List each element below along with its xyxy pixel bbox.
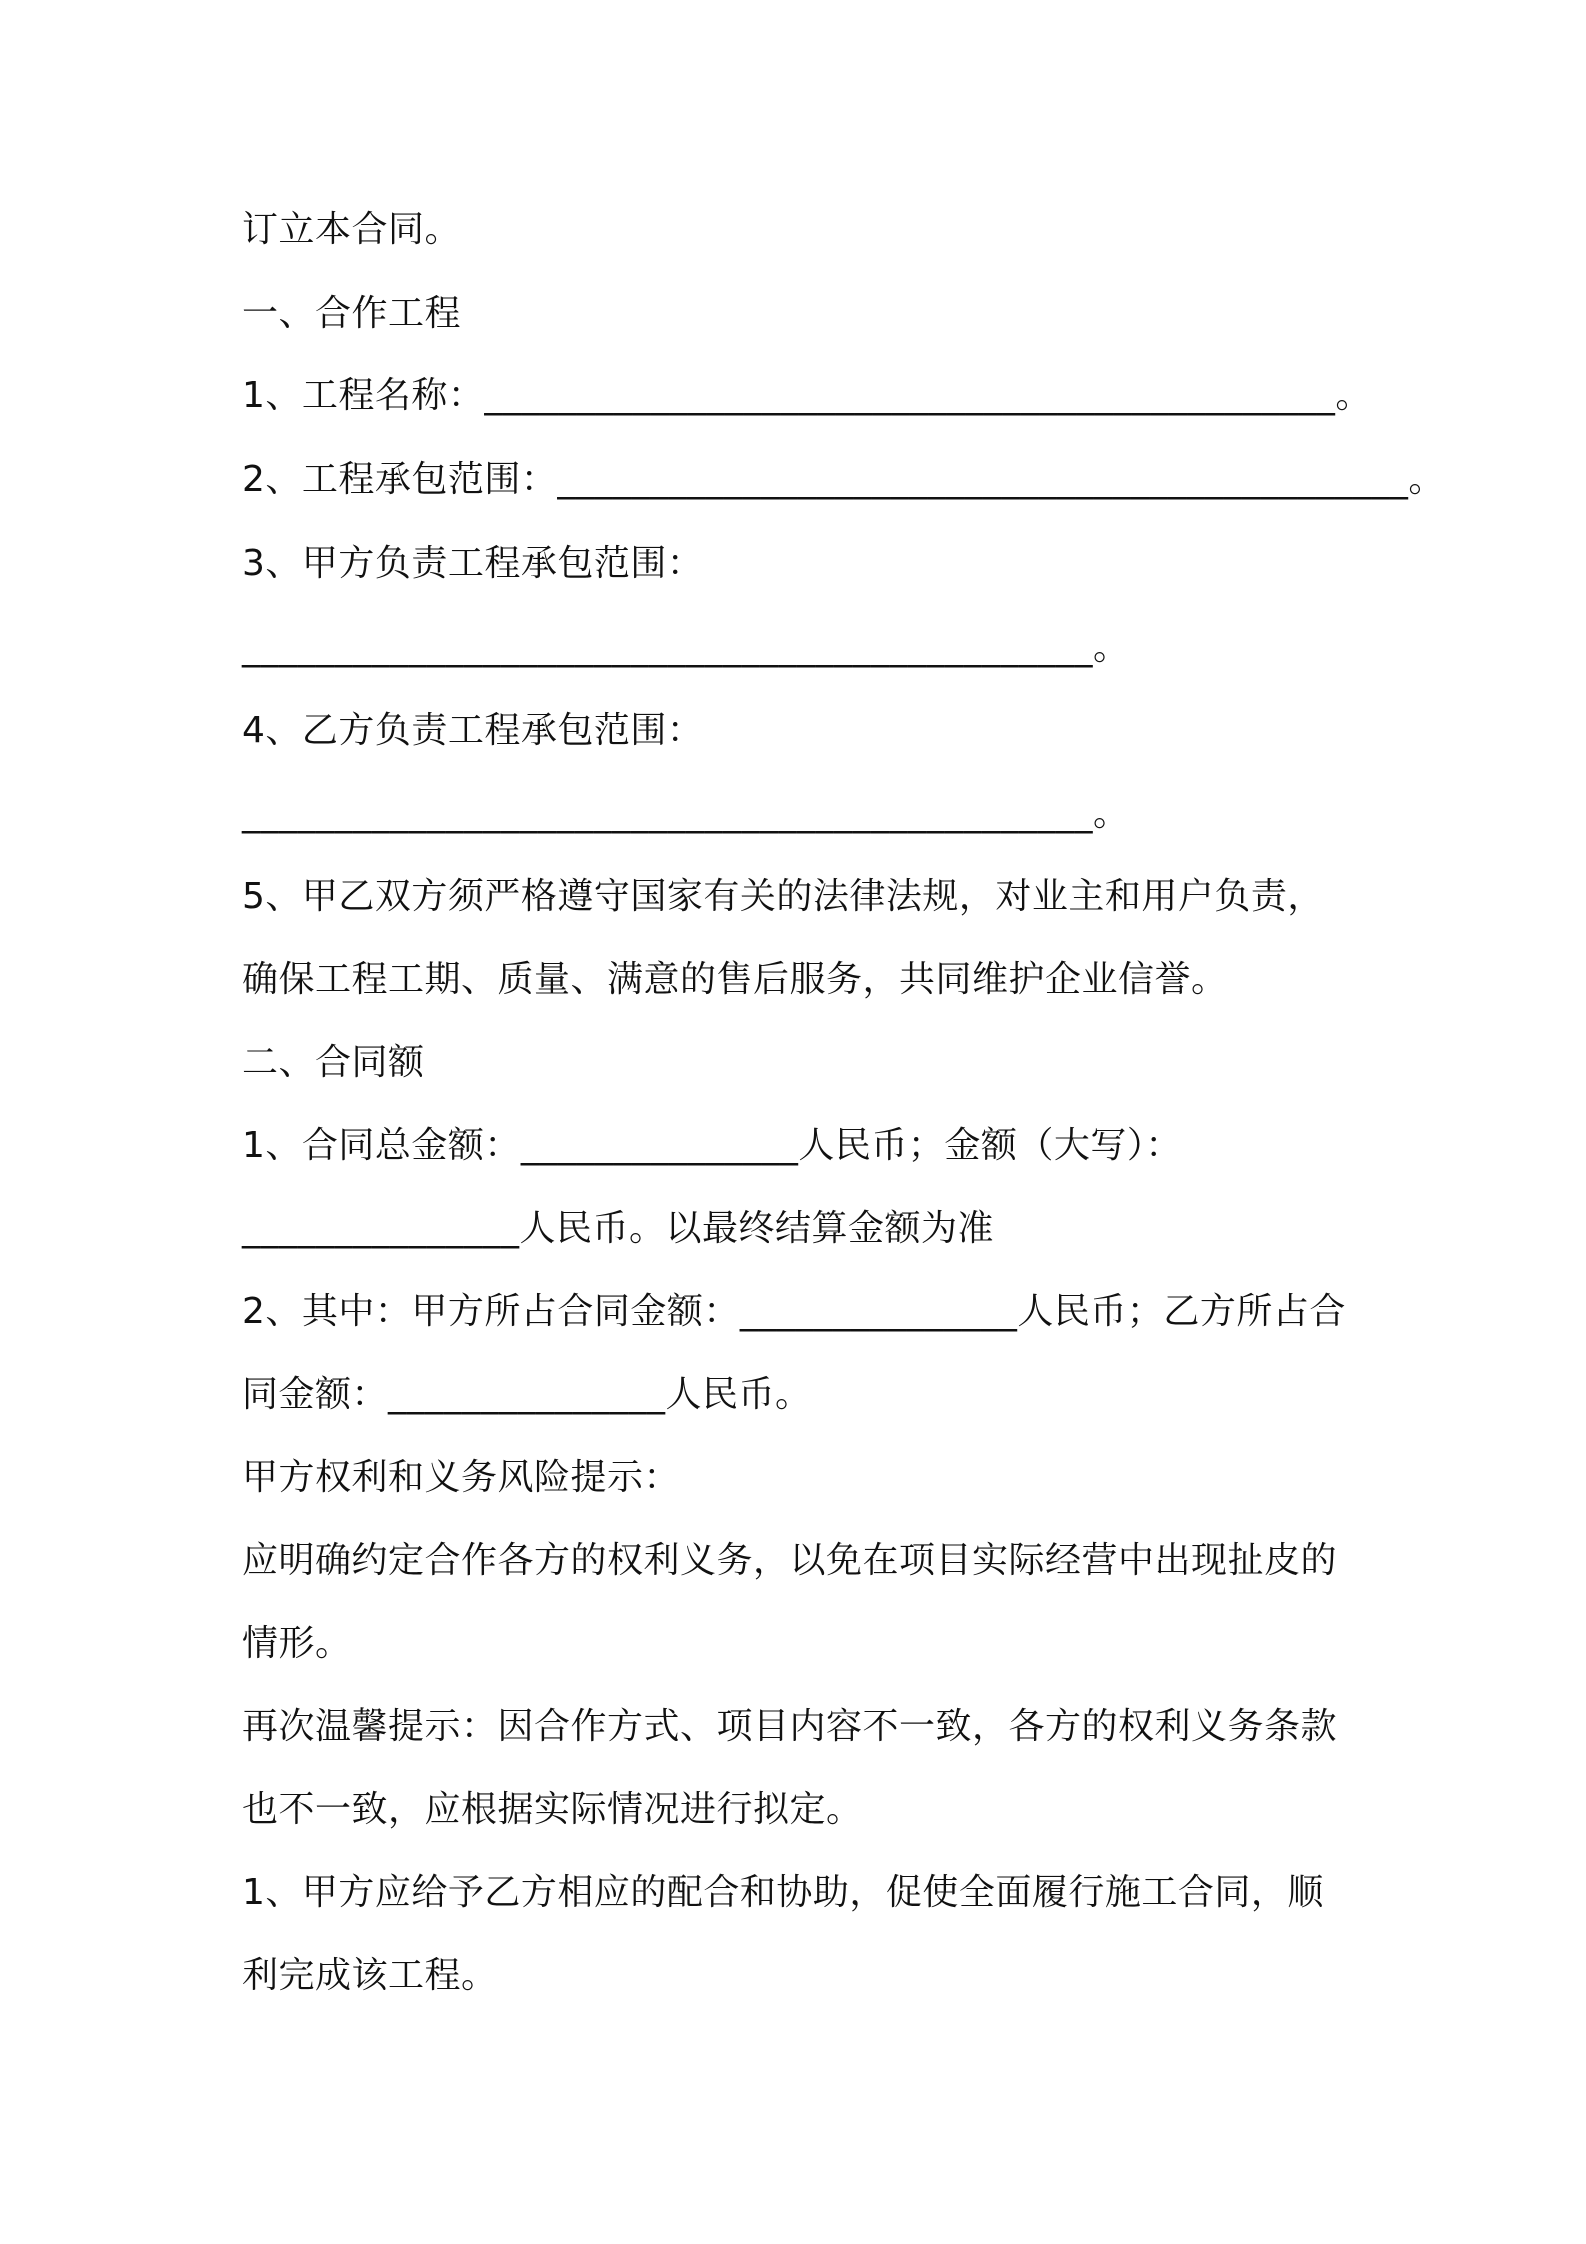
- text-line: 3、甲方负责工程承包范围：: [242, 543, 704, 584]
- fill-line: ______________________________________________。: [242, 627, 1130, 668]
- text-line: 2、其中：甲方所占合同金额：_______________人民币；乙方所占合: [242, 1291, 1346, 1332]
- text-line: _______________人民币。以最终结算金额为准: [242, 1208, 995, 1249]
- text-line: 应明确约定合作各方的权利义务，以免在项目实际经营中出现扯皮的: [242, 1540, 1338, 1581]
- text-line: 4、乙方负责工程承包范围：: [242, 710, 704, 751]
- text-line: 同金额：_______________人民币。: [242, 1374, 812, 1415]
- text-line: 5、甲乙双方须严格遵守国家有关的法律法规，对业主和用户负责，: [242, 876, 1324, 917]
- text-line: 1、工程名称：______________________________________________。: [242, 375, 1372, 416]
- text-line: 甲方权利和义务风险提示：: [242, 1457, 681, 1498]
- text-line: 1、甲方应给予乙方相应的配合和协助，促使全面履行施工合同，顺: [242, 1872, 1324, 1913]
- text-line: 再次温馨提示：因合作方式、项目内容不一致，各方的权利义务条款: [242, 1706, 1338, 1747]
- text-line: 情形。: [242, 1623, 352, 1664]
- section-heading: 一、合作工程: [242, 293, 462, 334]
- text-line: 订立本合同。: [242, 209, 462, 250]
- text-line: 利完成该工程。: [242, 1955, 498, 1996]
- text-line: 2、工程承包范围：______________________________________________。: [242, 459, 1445, 500]
- section-heading: 二、合同额: [242, 1042, 425, 1083]
- fill-line: ______________________________________________。: [242, 793, 1130, 834]
- text-line: 也不一致，应根据实际情况进行拟定。: [242, 1789, 863, 1830]
- text-line: 1、合同总金额：_______________人民币；金额（大写）：: [242, 1125, 1182, 1166]
- text-line: 确保工程工期、质量、满意的售后服务，共同维护企业信誉。: [242, 959, 1228, 1000]
